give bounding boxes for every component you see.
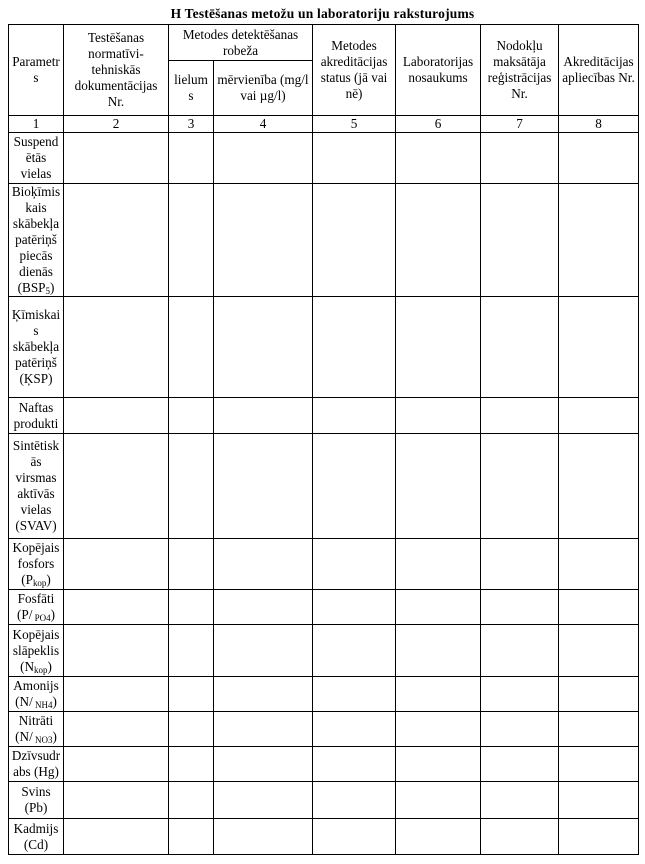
parameter-name-cell: Amonijs (N/ $_{NH4}$) [9, 677, 64, 712]
empty-data-cell [214, 539, 313, 590]
empty-data-cell [396, 677, 481, 712]
col-header-mervieniba: mērvienība (mg/l vai µg/l) [214, 61, 313, 116]
empty-data-cell [481, 625, 559, 677]
empty-data-cell [64, 819, 169, 855]
empty-data-cell [313, 133, 396, 184]
empty-data-cell [396, 133, 481, 184]
parameter-name-cell: Ķīmiskais skābekļa patēriņš (ĶSP) [9, 297, 64, 398]
col-header-dokumentacijas-nr: Testēšanas normatīvi-tehniskās dokumentācijas Nr. [64, 25, 169, 116]
column-number: 4 [214, 116, 313, 133]
empty-data-cell [313, 819, 396, 855]
table-header [9, 25, 639, 133]
parameter-name-cell: Kopējais fosfors $(P_{kop})$ [9, 539, 64, 590]
empty-data-cell [396, 590, 481, 625]
empty-data-cell [214, 184, 313, 297]
empty-data-cell [481, 590, 559, 625]
column-number: 7 [481, 116, 559, 133]
parameter-name-cell: Nitrāti (N/ $_{NO3}$) [9, 712, 64, 747]
parameter-subscript: kop [34, 664, 48, 675]
empty-data-cell [559, 677, 639, 712]
col-header-parametrs: Parametrs [9, 25, 64, 116]
empty-data-cell [64, 184, 169, 297]
empty-data-cell [481, 434, 559, 539]
empty-data-cell [559, 782, 639, 819]
empty-data-cell [396, 539, 481, 590]
parameter-name-cell: Kadmijs (Cd) [9, 819, 64, 855]
column-number: 6 [396, 116, 481, 133]
empty-data-cell [559, 590, 639, 625]
parameter-name-cell: Suspendētās vielas [9, 133, 64, 184]
empty-data-cell [313, 398, 396, 434]
empty-data-cell [64, 677, 169, 712]
empty-data-cell [481, 133, 559, 184]
empty-data-cell [313, 625, 396, 677]
empty-data-cell [396, 782, 481, 819]
table-row [9, 712, 639, 747]
empty-data-cell [313, 590, 396, 625]
empty-data-cell [313, 782, 396, 819]
empty-data-cell [481, 297, 559, 398]
parameter-name-cell: Fosfāti (P/ $_{PO4}$) [9, 590, 64, 625]
document-title: H Testēšanas metožu un laboratoriju raksturojums [170, 6, 475, 21]
empty-data-cell [481, 398, 559, 434]
empty-data-cell [64, 398, 169, 434]
empty-data-cell [64, 590, 169, 625]
empty-data-cell [214, 677, 313, 712]
empty-data-cell [396, 819, 481, 855]
empty-data-cell [396, 747, 481, 782]
empty-data-cell [64, 712, 169, 747]
empty-data-cell [481, 747, 559, 782]
empty-data-cell [396, 712, 481, 747]
empty-data-cell [169, 712, 214, 747]
col-header-lielums: lielums [169, 61, 214, 116]
empty-data-cell [481, 712, 559, 747]
empty-data-cell [214, 782, 313, 819]
table-body [9, 133, 639, 855]
col-header-akreditacijas-status: Metodes akreditācijas status (jā vai nē) [313, 25, 396, 116]
empty-data-cell [169, 434, 214, 539]
empty-data-cell [481, 782, 559, 819]
empty-data-cell [559, 539, 639, 590]
empty-data-cell [313, 184, 396, 297]
col-header-group-detektesanas-robeza: Metodes detektēšanas robeža [169, 25, 313, 61]
parameter-name-cell: Kopējais slāpeklis $(N_{kop})$ [9, 625, 64, 677]
table-row [9, 184, 639, 297]
parameter-name-cell: Sintētiskās virsmas aktīvās vielas (SVAV) [9, 434, 64, 539]
empty-data-cell [169, 184, 214, 297]
empty-data-cell [313, 712, 396, 747]
parameter-subscript: NO3 [32, 735, 53, 746]
empty-data-cell [313, 539, 396, 590]
empty-data-cell [559, 184, 639, 297]
table-row [9, 434, 639, 539]
empty-data-cell [64, 539, 169, 590]
empty-data-cell [313, 434, 396, 539]
parameter-subscript: PO4 [32, 613, 51, 624]
empty-data-cell [169, 677, 214, 712]
col-header-laboratorijas-nosaukums: Laboratorijas nosaukums [396, 25, 481, 116]
parameter-subscript: kop [32, 578, 47, 589]
empty-data-cell [559, 133, 639, 184]
empty-data-cell [396, 434, 481, 539]
empty-data-cell [64, 297, 169, 398]
empty-data-cell [169, 398, 214, 434]
empty-data-cell [214, 434, 313, 539]
empty-data-cell [396, 625, 481, 677]
empty-data-cell [214, 747, 313, 782]
empty-data-cell [214, 133, 313, 184]
table-row [9, 625, 639, 677]
empty-data-cell [396, 398, 481, 434]
table-row [9, 398, 639, 434]
empty-data-cell [214, 398, 313, 434]
empty-data-cell [214, 297, 313, 398]
empty-data-cell [169, 782, 214, 819]
empty-data-cell [481, 184, 559, 297]
empty-data-cell [559, 398, 639, 434]
parameter-subscript: 5 [45, 286, 50, 297]
empty-data-cell [313, 747, 396, 782]
table-row [9, 747, 639, 782]
column-number: 3 [169, 116, 214, 133]
table-row [9, 819, 639, 855]
empty-data-cell [559, 747, 639, 782]
empty-data-cell [64, 747, 169, 782]
header-row-group [9, 25, 639, 61]
empty-data-cell [214, 712, 313, 747]
empty-data-cell [396, 184, 481, 297]
empty-data-cell [481, 677, 559, 712]
empty-data-cell [214, 625, 313, 677]
empty-data-cell [169, 590, 214, 625]
column-number: 1 [9, 116, 64, 133]
column-number: 2 [64, 116, 169, 133]
parameter-name-cell: Bioķīmiskais skābekļa patēriņš piecās dienās $(BSP_5)$ [9, 184, 64, 297]
empty-data-cell [396, 297, 481, 398]
empty-data-cell [64, 434, 169, 539]
empty-data-cell [559, 625, 639, 677]
empty-data-cell [559, 297, 639, 398]
empty-data-cell [313, 297, 396, 398]
empty-data-cell [169, 819, 214, 855]
table-row [9, 782, 639, 819]
parameter-subscript: NH4 [32, 700, 53, 711]
empty-data-cell [214, 819, 313, 855]
table-row [9, 590, 639, 625]
empty-data-cell [169, 539, 214, 590]
empty-data-cell [559, 819, 639, 855]
column-number: 8 [559, 116, 639, 133]
empty-data-cell [64, 133, 169, 184]
empty-data-cell [169, 747, 214, 782]
empty-data-cell [64, 625, 169, 677]
methods-lab-table [8, 24, 639, 855]
empty-data-cell [559, 712, 639, 747]
col-header-registracijas-nr: Nodokļu maksātāja reģistrācijas Nr. [481, 25, 559, 116]
empty-data-cell [559, 434, 639, 539]
empty-data-cell [481, 819, 559, 855]
empty-data-cell [214, 590, 313, 625]
empty-data-cell [481, 539, 559, 590]
column-number-row [9, 116, 639, 133]
parameter-name-cell: Svins (Pb) [9, 782, 64, 819]
empty-data-cell [64, 782, 169, 819]
empty-data-cell [169, 297, 214, 398]
parameter-name-cell: Dzīvsudrabs (Hg) [9, 747, 64, 782]
empty-data-cell [169, 133, 214, 184]
parameter-name-cell: Naftas produkti [9, 398, 64, 434]
col-header-apliecibas-nr: Akreditācijas apliecības Nr. [559, 25, 639, 116]
empty-data-cell [313, 677, 396, 712]
table-row [9, 539, 639, 590]
table-row [9, 297, 639, 398]
empty-data-cell [169, 625, 214, 677]
table-row [9, 133, 639, 184]
table-row [9, 677, 639, 712]
column-number: 5 [313, 116, 396, 133]
